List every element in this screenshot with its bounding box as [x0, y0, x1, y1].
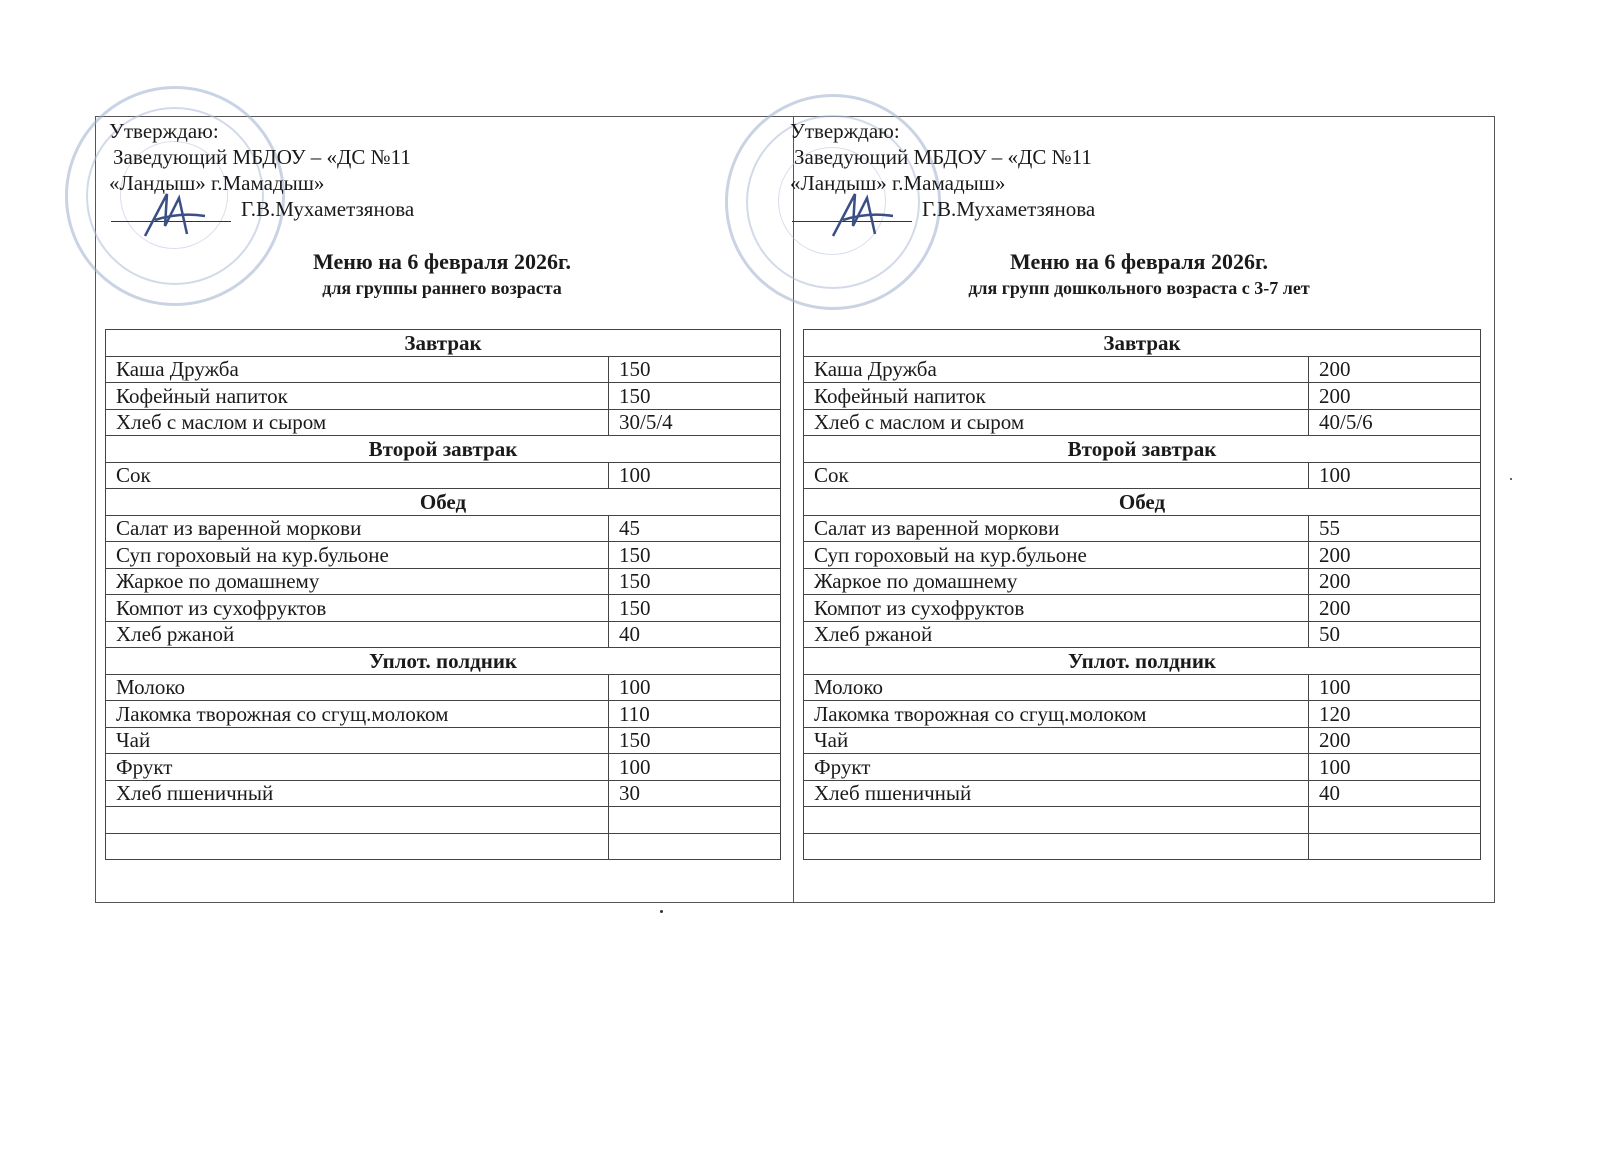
portion-size: 45	[609, 515, 781, 542]
approval-institution: «Ландыш» г.Мамадыш»	[109, 171, 325, 195]
portion-size: 100	[1309, 674, 1481, 701]
section-header: Уплот. полдник	[106, 648, 781, 675]
table-row	[106, 383, 781, 410]
portion-size: 40	[609, 621, 781, 648]
menu-subtitle: для групп дошкольного возраста с 3-7 лет	[968, 278, 1310, 298]
empty-row	[804, 807, 1481, 834]
portion-size: 30	[609, 780, 781, 807]
dish-name: Хлеб ржаной	[804, 621, 1309, 648]
dish-name: Молоко	[804, 674, 1309, 701]
dish-name: Суп гороховый на кур.бульоне	[804, 542, 1309, 569]
portion-size: 200	[1309, 542, 1481, 569]
table-row	[804, 780, 1481, 807]
section-header-row	[106, 436, 781, 463]
table-row	[804, 383, 1481, 410]
dish-name: Фрукт	[106, 754, 609, 781]
portion-size: 200	[1309, 595, 1481, 622]
menu-title-block	[142, 248, 742, 300]
portion-size: 55	[1309, 515, 1481, 542]
table-row	[106, 409, 781, 436]
table-row	[804, 621, 1481, 648]
dish-name: Хлеб пшеничный	[106, 780, 609, 807]
table-row	[106, 674, 781, 701]
dish-name: Лакомка творожная со сгущ.молоком	[804, 701, 1309, 728]
table-row	[804, 409, 1481, 436]
dish-name: Компот из сухофруктов	[106, 595, 609, 622]
table-row	[106, 356, 781, 383]
handwritten-signature	[823, 186, 903, 246]
portion-size: 110	[609, 701, 781, 728]
dish-name: Каша Дружба	[804, 356, 1309, 383]
portion-size: 100	[609, 674, 781, 701]
table-row	[804, 568, 1481, 595]
section-header: Завтрак	[804, 330, 1481, 357]
empty-cell	[609, 833, 781, 860]
portion-size: 100	[1309, 462, 1481, 489]
table-row	[106, 515, 781, 542]
dish-name: Сок	[106, 462, 609, 489]
scan-speck	[660, 910, 663, 913]
empty-cell	[804, 833, 1309, 860]
portion-size: 120	[1309, 701, 1481, 728]
section-header: Второй завтрак	[804, 436, 1481, 463]
dish-name: Молоко	[106, 674, 609, 701]
dish-name: Салат из варенной моркови	[106, 515, 609, 542]
empty-cell	[609, 807, 781, 834]
section-header-row	[804, 330, 1481, 357]
dish-name: Хлеб с маслом и сыром	[106, 409, 609, 436]
menu-table	[803, 329, 1481, 860]
table-row	[804, 727, 1481, 754]
table-row	[106, 754, 781, 781]
section-header-row	[804, 648, 1481, 675]
portion-size: 150	[609, 595, 781, 622]
table-row	[804, 674, 1481, 701]
approval-position: Заведующий МБДОУ – «ДС №11	[113, 145, 411, 169]
table-row	[106, 701, 781, 728]
approval-institution: «Ландыш» г.Мамадыш»	[790, 171, 1006, 195]
section-header-row	[106, 330, 781, 357]
empty-cell	[1309, 833, 1481, 860]
section-header: Второй завтрак	[106, 436, 781, 463]
portion-size: 200	[1309, 568, 1481, 595]
section-header: Обед	[804, 489, 1481, 516]
dish-name: Фрукт	[804, 754, 1309, 781]
table-row	[804, 754, 1481, 781]
portion-size: 150	[609, 383, 781, 410]
portion-size: 200	[1309, 383, 1481, 410]
portion-size: 30/5/4	[609, 409, 781, 436]
dish-name: Суп гороховый на кур.бульоне	[106, 542, 609, 569]
scan-speck	[1510, 478, 1512, 480]
table-row	[106, 568, 781, 595]
portion-size: 100	[609, 754, 781, 781]
dish-name: Чай	[804, 727, 1309, 754]
table-row	[106, 462, 781, 489]
dish-name: Салат из варенной моркови	[804, 515, 1309, 542]
section-header: Уплот. полдник	[804, 648, 1481, 675]
portion-size: 40	[1309, 780, 1481, 807]
table-row	[106, 780, 781, 807]
empty-cell	[106, 833, 609, 860]
approval-heading: Утверждаю:	[790, 119, 900, 143]
portion-size: 150	[609, 356, 781, 383]
section-header-row	[804, 489, 1481, 516]
dish-name: Лакомка творожная со сгущ.молоком	[106, 701, 609, 728]
dish-name: Сок	[804, 462, 1309, 489]
portion-size: 200	[1309, 727, 1481, 754]
dish-name: Хлеб с маслом и сыром	[804, 409, 1309, 436]
section-header-row	[106, 648, 781, 675]
portion-size: 100	[609, 462, 781, 489]
empty-cell	[1309, 807, 1481, 834]
portion-size: 100	[1309, 754, 1481, 781]
dish-name: Чай	[106, 727, 609, 754]
table-row	[804, 462, 1481, 489]
portion-size: 200	[1309, 356, 1481, 383]
table-row	[804, 595, 1481, 622]
menu-title-block	[839, 248, 1439, 300]
empty-row	[804, 833, 1481, 860]
menu-subtitle: для группы раннего возраста	[322, 278, 562, 298]
table-row	[106, 595, 781, 622]
table-row	[804, 701, 1481, 728]
table-row	[106, 621, 781, 648]
table-row	[804, 542, 1481, 569]
empty-cell	[106, 807, 609, 834]
table-row	[106, 727, 781, 754]
table-row	[804, 515, 1481, 542]
portion-size: 150	[609, 727, 781, 754]
approval-position: Заведующий МБДОУ – «ДС №11	[794, 145, 1092, 169]
handwritten-signature	[135, 186, 215, 246]
table-row	[106, 542, 781, 569]
dish-name: Компот из сухофруктов	[804, 595, 1309, 622]
empty-cell	[804, 807, 1309, 834]
section-header: Обед	[106, 489, 781, 516]
dish-name: Хлеб ржаной	[106, 621, 609, 648]
dish-name: Каша Дружба	[106, 356, 609, 383]
section-header: Завтрак	[106, 330, 781, 357]
empty-row	[106, 807, 781, 834]
menu-title: Меню на 6 февраля 2026г.	[313, 249, 571, 274]
portion-size: 50	[1309, 621, 1481, 648]
menu-table	[105, 329, 781, 860]
dish-name: Хлеб пшеничный	[804, 780, 1309, 807]
approval-heading: Утверждаю:	[109, 119, 219, 143]
dish-name: Жаркое по домашнему	[106, 568, 609, 595]
approval-signer: Г.В.Мухаметзянова	[241, 197, 415, 221]
approval-signer: Г.В.Мухаметзянова	[922, 197, 1096, 221]
section-header-row	[106, 489, 781, 516]
dish-name: Жаркое по домашнему	[804, 568, 1309, 595]
menu-title: Меню на 6 февраля 2026г.	[1010, 249, 1268, 274]
portion-size: 40/5/6	[1309, 409, 1481, 436]
table-row	[804, 356, 1481, 383]
portion-size: 150	[609, 568, 781, 595]
dish-name: Кофейный напиток	[106, 383, 609, 410]
section-header-row	[804, 436, 1481, 463]
dish-name: Кофейный напиток	[804, 383, 1309, 410]
empty-row	[106, 833, 781, 860]
portion-size: 150	[609, 542, 781, 569]
